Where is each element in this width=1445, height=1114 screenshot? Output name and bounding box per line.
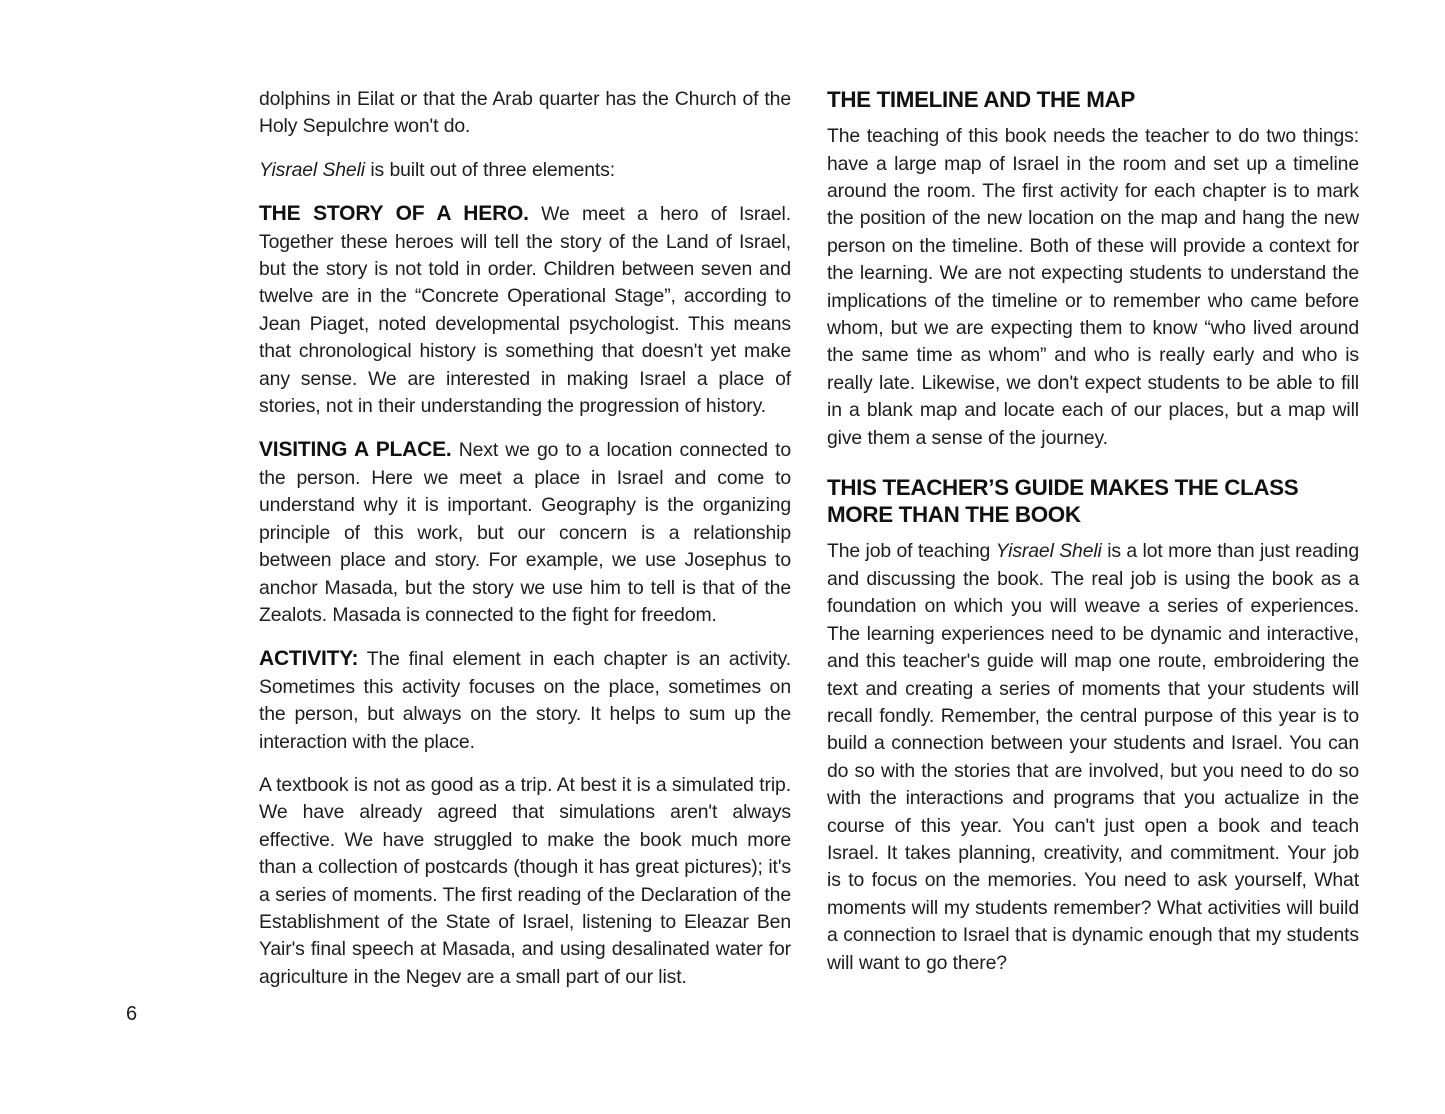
two-column-text-body [259, 86, 1359, 988]
paragraph-story-of-a-hero [259, 200, 791, 420]
paragraph-three-elements-rest: is built out of three elements: [364, 158, 616, 181]
paragraph-visiting-a-place [259, 436, 791, 629]
lead-in-story-of-a-hero: THE STORY OF A HERO. [259, 202, 529, 226]
heading-timeline-and-map: THE TIMELINE AND THE MAP [827, 87, 1135, 112]
book-title-yisrael-sheli-right: Yisrael Sheli [995, 540, 1102, 563]
paragraph-job-of-teaching-before: The job of teaching [827, 540, 996, 563]
book-title-yisrael-sheli: Yisrael Sheli [259, 158, 365, 181]
lead-in-visiting-a-place: VISITING A PLACE. [259, 438, 452, 462]
lead-in-activity: ACTIVITY: [259, 647, 359, 671]
heading-teachers-guide-makes-class [827, 474, 1359, 528]
right-text-column [827, 86, 1359, 977]
paragraph-visiting-a-place-text: Next we go to a location connected to the person. Here we meet a place in Israel and come to understand why it is important. Geography is the organizing principle of this work, but our concern is a relationship between place and story. For example, we use Josephus to anchor Masada, but the story we use him to tell is that of the Zealots. Masada is connected to the fight for freedom. [259, 439, 791, 626]
paragraph-activity [259, 645, 791, 756]
paragraph-three-elements [259, 157, 791, 184]
heading-teachers-guide-line-2: MORE THAN THE BOOK [827, 502, 1081, 528]
page-number-folio: 6 [126, 1003, 138, 1025]
paragraph-story-of-a-hero-text: We meet a hero of Israel. Together these heroes will tell the story of the Land of Israel, but the story is not told in order. Children between seven and twelve are in the “Concrete Operational Stage”, according to Jean Piaget, noted developmental psychologist. This means that chronological history is something that doesn't yet make any sense. We are interested in making Israel a place of stories, not in their understanding the progression of history. [259, 203, 792, 418]
left-text-column [259, 86, 791, 991]
paragraph-job-of-teaching [827, 538, 1359, 977]
paragraph-textbook-not-as-good: A textbook is not as good as a trip. At best it is a simulated trip. We have already agreed that simulations aren't always effective. We have struggled to make the book much more than a collection of postcards (though it has great pictures); it's a series of moments. The first reading of the Declaration of the Establishment of the State of Israel, listening to Eleazar Ben Yair's final speech at Masada, and using desalinated water for agriculture in the Negev are a small part of our list. [259, 773, 791, 988]
paragraph-dolphins-eilat: dolphins in Eilat or that the Arab quarter has the Church of the Holy Sepulchre won't do. [259, 88, 791, 138]
paragraph-job-of-teaching-after: is a lot more than just reading and discussing the book. The real job is using the book as a foundation on which you will weave a series of experiences. The learning experiences need to be dynamic and interactive, and this teacher's guide will map one route, embroidering the text and creating a series of moments that your students will recall fondly. Remember, the central purpose of this year is to build a connection between your students and Israel. You can do so with the stories that are involved, but you need to do so with the interactions and programs that you actualize in the course of this year. You can't just open a book and teach Israel. It takes planning, creativity, and commitment. Your job is to focus on the memories. You need to ask yourself, What moments will my students remember? What activities will build a connection to Israel that is dynamic enough that my students will want to go there? [827, 540, 1359, 974]
paragraph-teaching-needs-two-things: The teaching of this book needs the teacher to do two things: have a large map of Israel in the room and set up a timeline around the room. The first activity for each chapter is to mark the position of the new location on the map and hang the new person on the timeline. Both of these will provide a context for the learning. We are not expecting students to understand the implications of the timeline or to remember who came before whom, but we are expecting them to know “who lived around the same time as whom” and who is really early and who is really late. Likewise, we don't expect students to be able to fill in a blank map and locate each of our places, but a map will give them a sense of the journey. [827, 125, 1359, 449]
heading-teachers-guide-line-1: THIS TEACHER’S GUIDE MAKES THE CLASS [827, 475, 1299, 501]
paragraph-activity-text: The final element in each chapter is an activity. Sometimes this activity focuses on the place, sometimes on the person, but always on the story. It helps to sum up the interaction with the place. [259, 648, 791, 753]
